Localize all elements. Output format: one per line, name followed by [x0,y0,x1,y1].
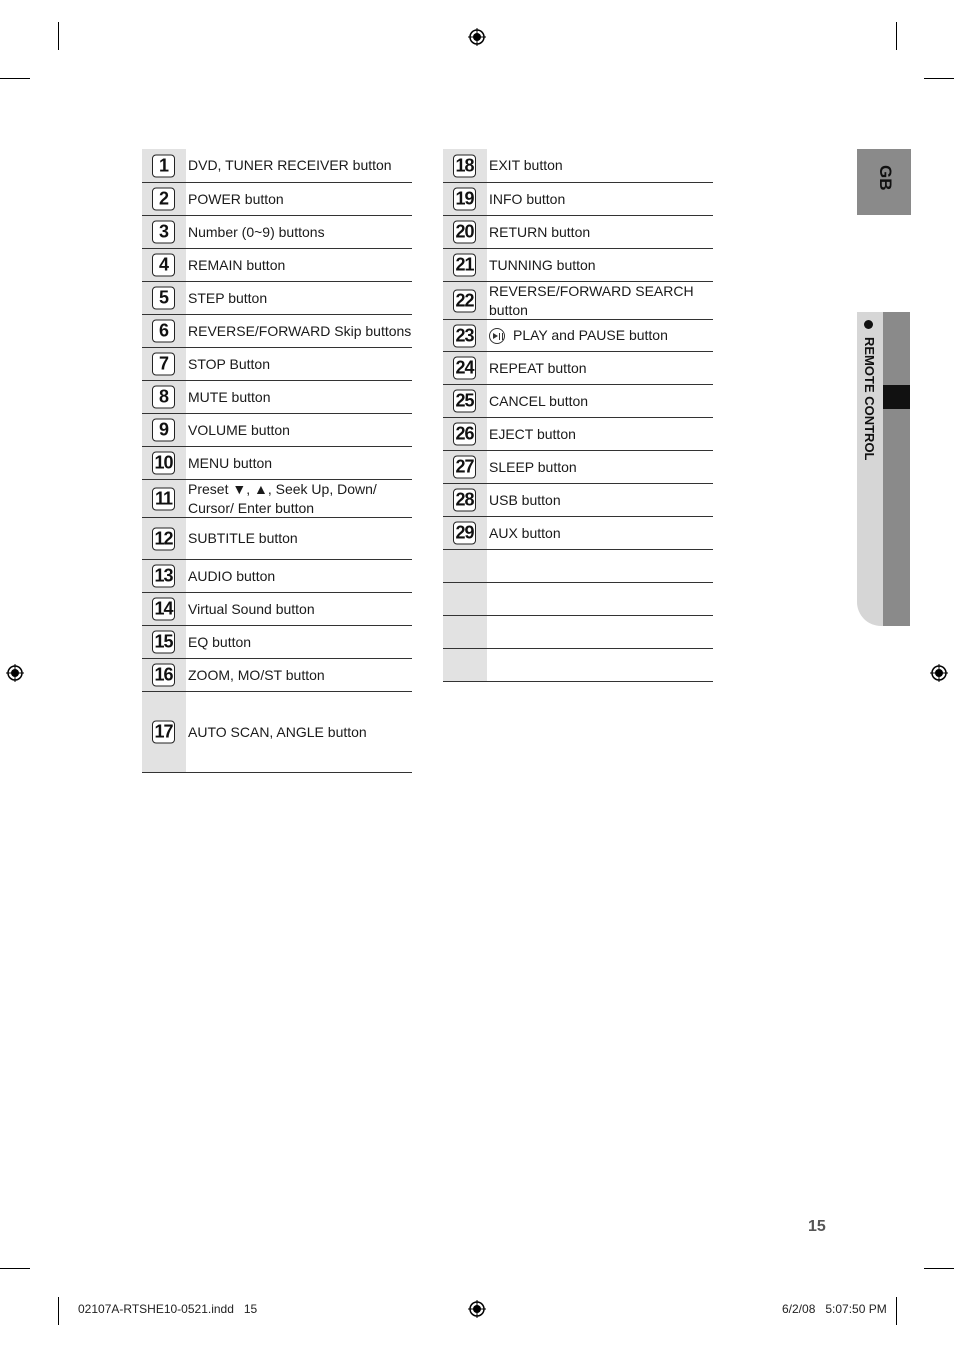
table-row [142,414,412,447]
table-row [142,659,412,692]
registration-mark-icon [6,664,24,682]
item-label: REPEAT button [489,359,587,376]
table-row [443,282,713,320]
item-label-line1: REVERSE/FORWARD SEARCH [489,282,694,299]
right-table [443,149,713,682]
crop-mark [0,78,30,79]
item-number: 28 [453,489,476,512]
item-number: 20 [453,221,476,244]
registration-mark-icon [930,664,948,682]
table-row [443,484,713,517]
item-label: EJECT button [489,425,576,442]
table-row-empty [443,550,713,583]
item-number: 21 [453,254,476,277]
item-label-line2: button [489,301,528,318]
item-label: EXIT button [489,157,563,173]
section-tab-dark [883,312,910,626]
item-label: MUTE button [188,388,271,405]
item-number: 22 [453,289,476,312]
item-number: 15 [152,631,175,654]
registration-mark-icon [468,1300,486,1318]
table-row [142,315,412,348]
item-label: POWER button [188,190,284,207]
crop-mark [58,1297,59,1325]
table-row [443,216,713,249]
section-tab-marker [883,385,910,409]
crop-mark [58,22,59,50]
item-number: 27 [453,456,476,479]
crop-mark [924,78,954,79]
item-number: 1 [152,154,175,177]
item-label: CANCEL button [489,392,589,409]
item-label: VOLUME button [188,421,290,438]
table-row [443,418,713,451]
item-number: 10 [152,452,175,475]
item-number: 26 [453,423,476,446]
table-row [443,517,713,550]
item-number: 17 [152,721,175,744]
item-label: PLAY and PAUSE button [513,327,668,343]
left-table [142,149,412,773]
table-row [142,593,412,626]
crop-mark [896,1297,897,1325]
item-label: AUDIO button [188,567,276,584]
language-tab [857,149,911,215]
item-number: 7 [152,353,175,376]
registration-mark-icon [468,28,486,46]
play-pause-icon [489,328,505,344]
footer-file: 02107A-RTSHE10-0521.indd 15 [78,1302,258,1316]
table-row-empty [443,616,713,649]
item-label: REMAIN button [188,256,286,273]
item-number: 6 [152,320,175,343]
table-row [443,451,713,484]
item-number: 24 [453,357,476,380]
item-number: 5 [152,287,175,310]
table-row [443,352,713,385]
item-number: 2 [152,188,175,211]
item-label: RETURN button [489,223,591,240]
table-row [443,183,713,216]
item-number: 3 [152,221,175,244]
table-row [142,692,412,773]
table-row [443,149,713,183]
table-row-empty [443,583,713,616]
table-row [142,560,412,593]
item-number: 29 [453,522,476,545]
language-label: GB [876,165,895,191]
item-label: USB button [489,491,561,508]
item-label: SLEEP button [489,458,577,475]
item-label: ZOOM, MO/ST button [188,666,325,683]
item-label: STEP button [188,289,268,306]
crop-mark [896,22,897,50]
table-row [142,626,412,659]
table-row [142,183,412,216]
item-number: 18 [453,154,476,177]
item-number: 4 [152,254,175,277]
table-row [443,385,713,418]
table-row-empty [443,649,713,682]
item-number: 8 [152,386,175,409]
item-label-line2: Cursor/ Enter button [188,499,315,516]
item-label: EQ button [188,633,252,650]
item-label: DVD, TUNER RECEIVER button [188,157,392,173]
item-number: 19 [453,188,476,211]
table-row [142,381,412,414]
footer-date: 6/2/08 5:07:50 PM [782,1302,887,1316]
item-label: AUTO SCAN, ANGLE button [188,723,367,740]
item-number: 14 [152,598,175,621]
table-row [142,348,412,381]
table-row [142,216,412,249]
page-number: 15 [808,1218,826,1235]
item-label: SUBTITLE button [188,530,298,546]
item-label: Number (0~9) buttons [188,223,325,240]
item-label: REVERSE/FORWARD Skip buttons [188,322,412,339]
table-row [443,320,713,352]
item-number: 11 [152,487,175,510]
item-number: 9 [152,419,175,442]
table-row [142,518,412,560]
item-number: 16 [152,664,175,687]
crop-mark [0,1268,30,1269]
item-label: Virtual Sound button [188,600,315,617]
item-label-line1: Preset ▼, ▲, Seek Up, Down/ [188,480,377,497]
item-number: 25 [453,390,476,413]
item-number: 13 [152,565,175,588]
item-label: MENU button [188,454,273,471]
table-row [142,149,412,183]
table-row [142,480,412,518]
item-number: 12 [152,527,175,550]
crop-mark [924,1268,954,1269]
item-number: 23 [453,324,476,347]
bullet-icon [864,320,873,329]
item-label: STOP Button [188,355,270,372]
table-row [142,282,412,315]
table-row [142,249,412,282]
item-label: INFO button [489,190,566,207]
table-row [142,447,412,480]
item-label: AUX button [489,524,561,541]
item-label: TUNNING button [489,256,596,273]
table-row [443,249,713,282]
section-label: REMOTE CONTROL [862,320,877,461]
